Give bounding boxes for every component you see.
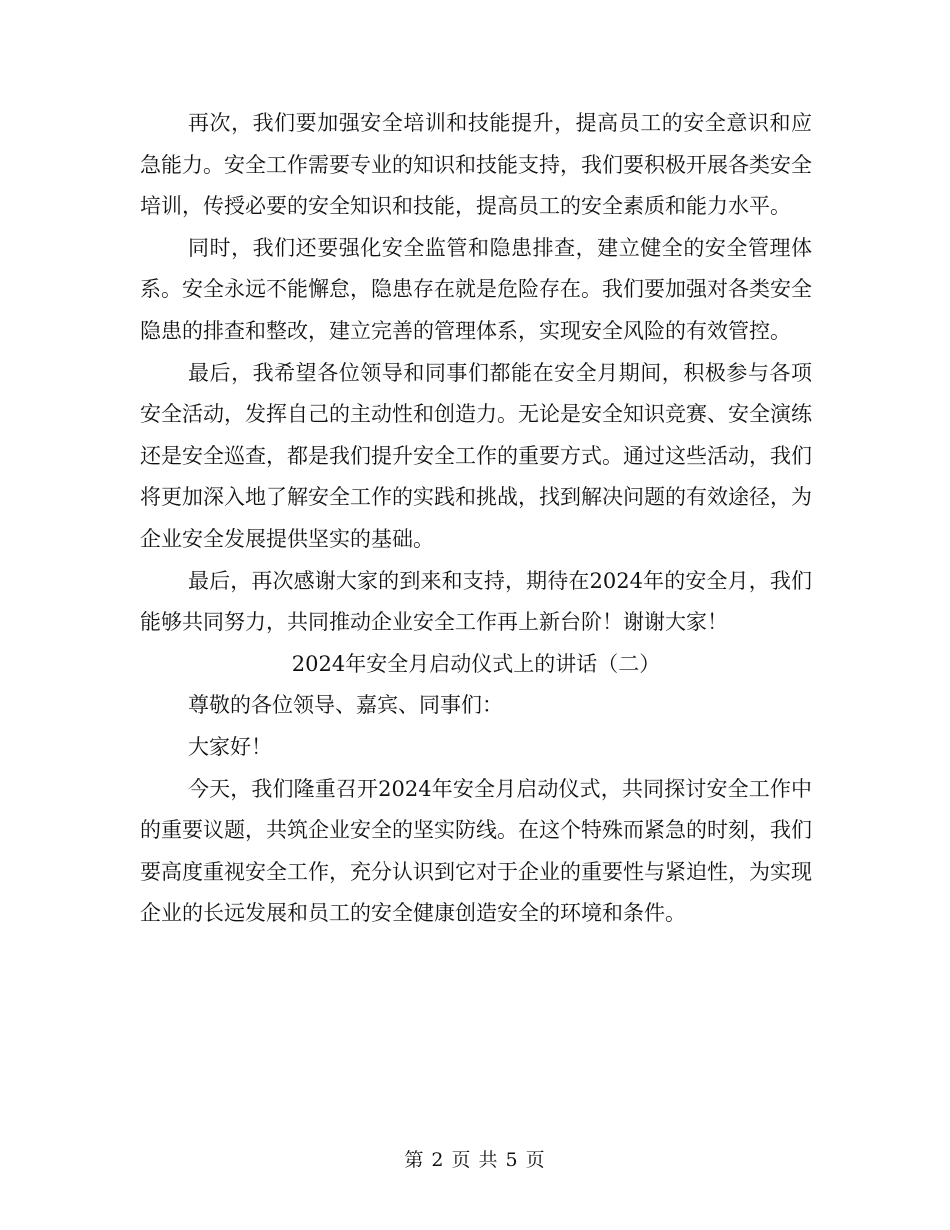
paragraph-training: 再次，我们要加强安全培训和技能提升，提高员工的安全意识和应急能力。安全工作需要专业的知识和技能支持，我们要积极开展各类安全培训，传授必要的安全知识和技能，提高员工的安全素质和能力水平。 (140, 111, 812, 219)
paragraph-supervision: 同时，我们还要强化安全监管和隐患排查，建立健全的安全管理体系。安全永远不能懈怠，隐患存在就是危险存在。我们要加强对各类安全隐患的排查和整改，建立完善的管理体系，实现安全风险的有效管控。 (140, 235, 812, 343)
paragraph-opening: 今天，我们隆重召开2024年安全月启动仪式，共同探讨安全工作中的重要议题，共筑企业安全的坚实防线。在这个特殊而紧急的时刻，我们要高度重视安全工作，充分认识到它对于企业的重要性与紧迫性，为实现企业的长远发展和员工的安全健康创造安全的环境和条件。 (140, 776, 812, 926)
paragraph-greeting: 大家好！ (188, 734, 272, 759)
paragraph-activities: 最后，我希望各位领导和同事们都能在安全月期间，积极参与各项安全活动，发挥自己的主动性和创造力。无论是安全知识竞赛、安全演练还是安全巡查，都是我们提升安全工作的重要方式。通过这些活动，我们将更加深入地了解安全工作的实践和挑战，找到解决问题的有效途径，为企业安全发展提供坚实的基础。 (140, 360, 812, 551)
section-title: 2024年安全月启动仪式上的讲话（二） (291, 651, 661, 676)
paragraph-salutation: 尊敬的各位领导、嘉宾、同事们： (188, 693, 503, 718)
paragraph-closing: 最后，再次感谢大家的到来和支持，期待在2024年的安全月，我们能够共同努力，共同推动企业安全工作再上新台阶！谢谢大家！ (140, 568, 812, 635)
document-body (140, 103, 812, 935)
page-number-footer: 第 2 页 共 5 页 (404, 1149, 546, 1171)
